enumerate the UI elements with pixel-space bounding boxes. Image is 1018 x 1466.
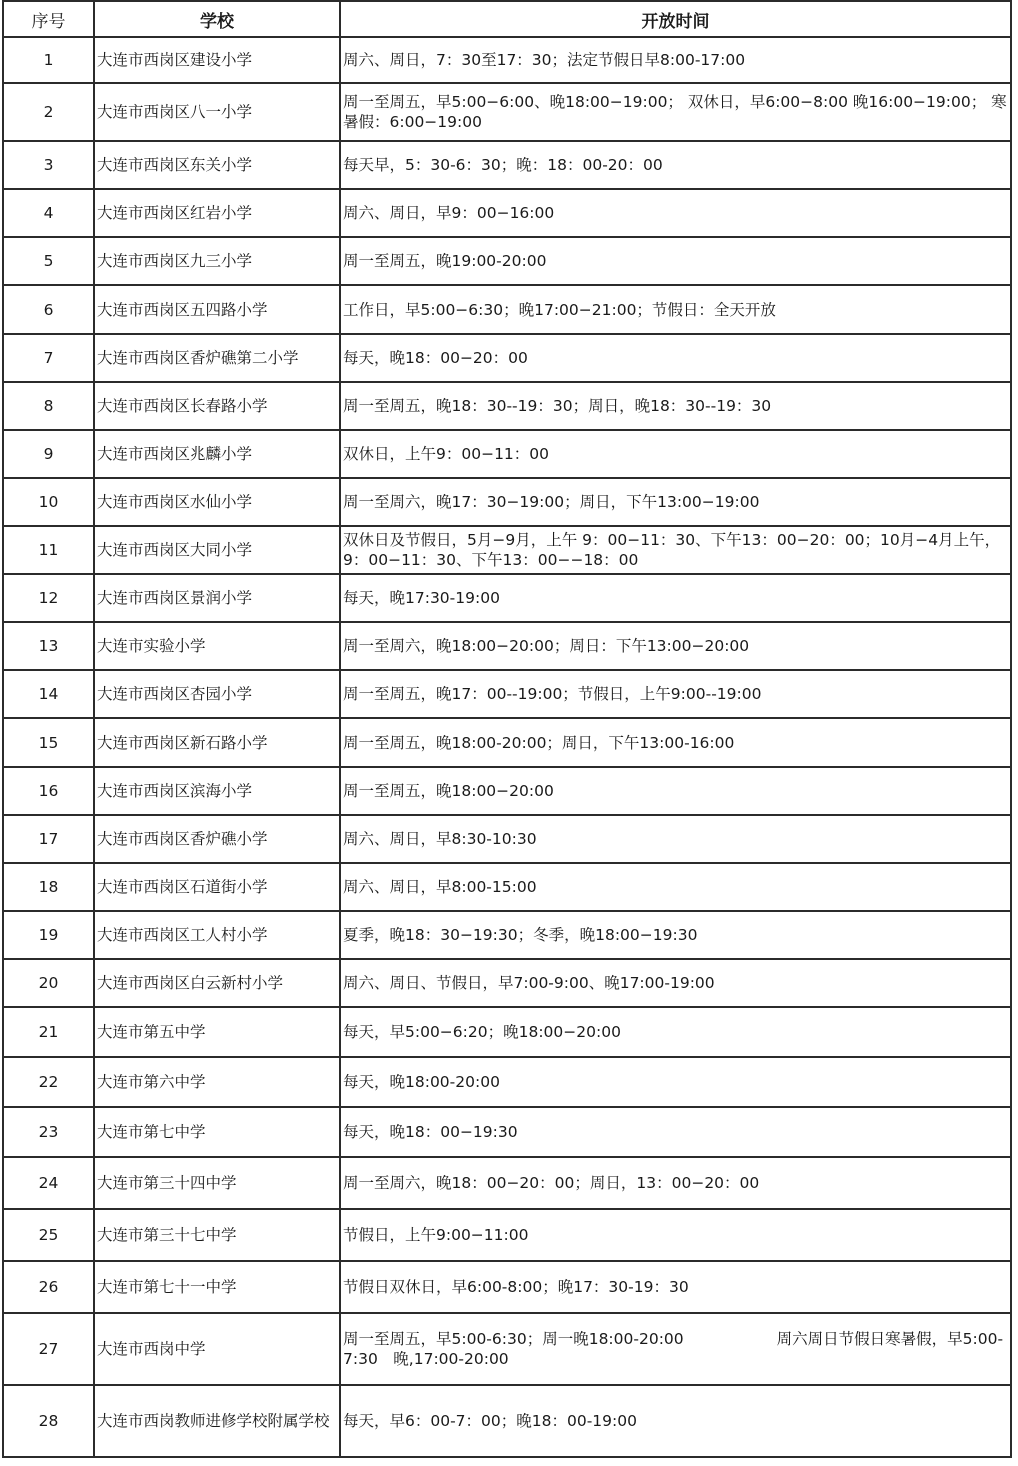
- open-hours: 周一至周五，早5:00-6:30；周一晚18:00-20:00 周六周日节假日寒暑假，早5:00-7:30 晚,17:00-20:00: [340, 1313, 1011, 1385]
- row-number: 11: [3, 526, 94, 574]
- open-hours: 节假日，上午9:00−11:00: [340, 1209, 1011, 1261]
- open-hours: 双休日，上午9：00−11：00: [340, 430, 1011, 478]
- table-row: [3, 334, 1011, 382]
- school-name: 大连市西岗区石道街小学: [94, 863, 340, 911]
- open-hours: 周一至周五，晚17：00--19:00；节假日，上午9:00--19:00: [340, 670, 1011, 718]
- open-hours: 每天，早5:00−6:20；晚18:00−20:00: [340, 1007, 1011, 1057]
- open-hours: 周一至周五，晚18:00−20:00: [340, 767, 1011, 815]
- table-row: [3, 1107, 1011, 1157]
- school-name: 大连市西岗教师进修学校附属学校: [94, 1385, 340, 1457]
- school-name: 大连市第六中学: [94, 1057, 340, 1107]
- table-row: [3, 718, 1011, 767]
- row-number: 16: [3, 767, 94, 815]
- table-row: [3, 622, 1011, 670]
- table-row: [3, 1385, 1011, 1457]
- table-row: [3, 1209, 1011, 1261]
- row-number: 7: [3, 334, 94, 382]
- header-time: 开放时间: [340, 1, 1011, 37]
- open-hours: 周一至周五，晚18：30--19：30；周日，晚18：30--19：30: [340, 382, 1011, 430]
- row-number: 18: [3, 863, 94, 911]
- table-row: [3, 1057, 1011, 1107]
- table-row: [3, 815, 1011, 863]
- school-name: 大连市西岗区九三小学: [94, 237, 340, 285]
- row-number: 28: [3, 1385, 94, 1457]
- open-hours: 每天，晚18：00−19:30: [340, 1107, 1011, 1157]
- table-row: [3, 237, 1011, 285]
- table-row: [3, 1313, 1011, 1385]
- open-hours: 夏季，晚18：30−19:30；冬季，晚18:00−19:30: [340, 911, 1011, 959]
- row-number: 19: [3, 911, 94, 959]
- table-row: [3, 478, 1011, 526]
- school-name: 大连市西岗区红岩小学: [94, 189, 340, 237]
- school-name: 大连市第五中学: [94, 1007, 340, 1057]
- row-number: 14: [3, 670, 94, 718]
- row-number: 10: [3, 478, 94, 526]
- open-hours: 周一至周五，早5:00−6:00、晚18:00−19:00； 双休日，早6:00−8:00 晚16:00−19:00； 寒暑假：6:00−19:00: [340, 83, 1011, 141]
- row-number: 1: [3, 37, 94, 83]
- table-row: [3, 189, 1011, 237]
- school-name: 大连市第七十一中学: [94, 1261, 340, 1313]
- school-name: 大连市西岗中学: [94, 1313, 340, 1385]
- school-name: 大连市西岗区工人村小学: [94, 911, 340, 959]
- school-name: 大连市西岗区香炉礁第二小学: [94, 334, 340, 382]
- header-row: [3, 1, 1011, 37]
- school-name: 大连市西岗区兆麟小学: [94, 430, 340, 478]
- open-hours: 每天，晚18：00−20：00: [340, 334, 1011, 382]
- school-name: 大连市第七中学: [94, 1107, 340, 1157]
- row-number: 15: [3, 718, 94, 767]
- row-number: 8: [3, 382, 94, 430]
- table-row: [3, 1261, 1011, 1313]
- table-row: [3, 863, 1011, 911]
- table-row: [3, 959, 1011, 1007]
- table-row: [3, 526, 1011, 574]
- open-hours: 周六、周日，早8:00-15:00: [340, 863, 1011, 911]
- open-hours: 周一至周六，晚18：00−20：00；周日，13：00−20：00: [340, 1157, 1011, 1209]
- open-hours: 周六、周日、节假日，早7:00-9:00、晚17:00-19:00: [340, 959, 1011, 1007]
- row-number: 6: [3, 285, 94, 334]
- row-number: 13: [3, 622, 94, 670]
- header-school: 学校: [94, 1, 340, 37]
- table-row: [3, 83, 1011, 141]
- table-row: [3, 1007, 1011, 1057]
- table-body: [3, 37, 1011, 1457]
- row-number: 23: [3, 1107, 94, 1157]
- open-hours: 周一至周六，晚18:00−20:00；周日：下午13:00−20:00: [340, 622, 1011, 670]
- open-hours: 工作日，早5:00−6:30；晚17:00−21:00；节假日：全天开放: [340, 285, 1011, 334]
- row-number: 27: [3, 1313, 94, 1385]
- row-number: 20: [3, 959, 94, 1007]
- school-name: 大连市西岗区白云新村小学: [94, 959, 340, 1007]
- row-number: 24: [3, 1157, 94, 1209]
- school-name: 大连市西岗区建设小学: [94, 37, 340, 83]
- open-hours: 每天，早6：00-7：00；晚18：00-19:00: [340, 1385, 1011, 1457]
- school-name: 大连市第三十四中学: [94, 1157, 340, 1209]
- row-number: 4: [3, 189, 94, 237]
- table-row: [3, 574, 1011, 622]
- open-hours: 周一至周五，晚19:00-20:00: [340, 237, 1011, 285]
- table-row: [3, 767, 1011, 815]
- open-hours: 每天，晚17:30-19:00: [340, 574, 1011, 622]
- school-name: 大连市西岗区东关小学: [94, 141, 340, 189]
- open-hours: 周六、周日，早8:30-10:30: [340, 815, 1011, 863]
- school-name: 大连市西岗区八一小学: [94, 83, 340, 141]
- row-number: 5: [3, 237, 94, 285]
- table-row: [3, 670, 1011, 718]
- school-name: 大连市西岗区新石路小学: [94, 718, 340, 767]
- table-row: [3, 285, 1011, 334]
- row-number: 2: [3, 83, 94, 141]
- open-hours: 周一至周六，晚17：30−19:00；周日，下午13:00−19:00: [340, 478, 1011, 526]
- open-hours: 周一至周五，晚18:00-20:00；周日，下午13:00-16:00: [340, 718, 1011, 767]
- header-no: 序号: [3, 1, 94, 37]
- school-name: 大连市西岗区长春路小学: [94, 382, 340, 430]
- open-hours: 周六、周日，早9：00−16:00: [340, 189, 1011, 237]
- school-name: 大连市第三十七中学: [94, 1209, 340, 1261]
- school-name: 大连市西岗区香炉礁小学: [94, 815, 340, 863]
- table-row: [3, 382, 1011, 430]
- row-number: 21: [3, 1007, 94, 1057]
- school-name: 大连市西岗区滨海小学: [94, 767, 340, 815]
- school-name: 大连市西岗区五四路小学: [94, 285, 340, 334]
- row-number: 26: [3, 1261, 94, 1313]
- open-hours: 周六、周日，7：30至17：30；法定节假日早8:00-17:00: [340, 37, 1011, 83]
- open-hours: 每天，晚18:00-20:00: [340, 1057, 1011, 1107]
- school-name: 大连市西岗区大同小学: [94, 526, 340, 574]
- table-row: [3, 37, 1011, 83]
- row-number: 3: [3, 141, 94, 189]
- table-row: [3, 1157, 1011, 1209]
- row-number: 9: [3, 430, 94, 478]
- open-hours: 双休日及节假日，5月−9月，上午 9：00−11：30、下午13：00−20：00；10月−4月上午，9：00−11：30、下午13：00−−18：00: [340, 526, 1011, 574]
- school-name: 大连市西岗区水仙小学: [94, 478, 340, 526]
- table-row: [3, 430, 1011, 478]
- school-name: 大连市西岗区杏园小学: [94, 670, 340, 718]
- table-row: [3, 141, 1011, 189]
- row-number: 22: [3, 1057, 94, 1107]
- row-number: 12: [3, 574, 94, 622]
- school-name: 大连市实验小学: [94, 622, 340, 670]
- table-row: [3, 911, 1011, 959]
- open-hours: 节假日双休日，早6:00-8:00；晚17：30-19：30: [340, 1261, 1011, 1313]
- school-name: 大连市西岗区景润小学: [94, 574, 340, 622]
- row-number: 17: [3, 815, 94, 863]
- row-number: 25: [3, 1209, 94, 1261]
- open-hours: 每天早，5：30-6：30；晚：18：00-20：00: [340, 141, 1011, 189]
- schedule-table: [2, 0, 1012, 1458]
